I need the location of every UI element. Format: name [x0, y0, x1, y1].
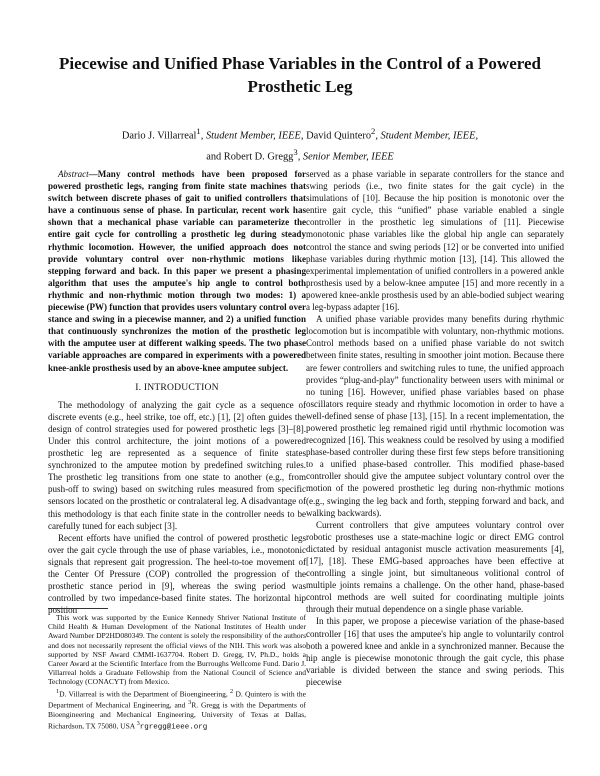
abstract-text: —Many control methods have been proposed for powered prosthetic legs, ranging from finite state machines that switch between discrete phases of gait to unified controllers that have a continuous sense of phase. In particular, recent work has shown that a mechanical phase variable can parameterize the entire gait cycle for controlling a prosthetic leg during steady rhythmic locomotion. However, the unified approach does not provide voluntary control over non-rhythmic motions like stepping forward and back. In this paper we present a phasing algorithm that uses the amputee's hip angle to control both rhythmic and non-rhythmic motion through two modes: 1) a piecewise (PW) function that provides users voluntary control over stance and swing in a piecewise manner, and 2) a unified function that continuously synchronizes the motion of the prosthetic leg with the amputee user at different walking speeds. The two phase variable approaches are compared in experiments with a powered knee-ankle prosthesis used by an above-knee amputee subject. — [48, 169, 306, 373]
footnote-mark: 2 — [230, 687, 234, 695]
affiliation-text: R. Gregg is with the Departments of Bioengineering and Mechanical Engineering, University of Texas at Dallas, Richardson, TX 75080, USA — [48, 700, 306, 731]
author-membership: , Student Member, IEEE, — [200, 130, 304, 142]
author-name: David Quintero — [303, 130, 372, 142]
author-line-1 — [40, 123, 560, 144]
left-column — [48, 168, 306, 616]
email-address[interactable]: rgregg@ieee.org — [139, 723, 208, 732]
funding-footnote: This work was supported by the Eunice Kennedy Shriver National Institute of Child Health & Human Development of the National Institutes of Health under Award Number DP2HD080349. The content is solely the responsibility of the authors and does not necessarily represent the official views of the NIH. This work was also supported by NSF Award CMMI-1637704. Robert D. Gregg, IV, Ph.D., holds a Career Award at the Scientific Interface from the Burroughs Wellcome Fund. Dario J. Villarreal holds a Graduate Fellowship from the National Council of Science and Technology (CONACYT) from Mexico. — [48, 613, 306, 687]
body-paragraph: A unified phase variable provides many benefits during rhythmic locomotion but is incompatible with voluntary, non-rhythmic motions. Control methods based on a unified phase variable do not switch between finite states, resulting in smoother joint motion. Because there are fewer controllers and switching rules to tune, the unified approach provides “plug-and-play” functionality between users with minimal or no tuning [16]. However, unified phase variables based on phase oscillators require steady and rhythmic locomotion in order to have a well-defined sense of phase [13], [15]. In a recent implementation, the powered prosthetic leg remained rigid until rhythmic locomotion was recognized [16]. This weakness could be resolved by using a modified phase-based controller during these first few steps before transitioning to a unified phase-based controller. This modified phase-based controller should give the amputee subject voluntary control over the motion of the powered prosthetic leg during non-rhythmic motions (e.g., swinging the leg back and forth, stepping forward and back, and walking backwards). — [306, 314, 564, 518]
section-heading-introduction: I. INTRODUCTION — [135, 381, 219, 393]
affiliation-text: D. Villarreal is with the Department of Bioengineering, — [59, 689, 231, 699]
footnote-mark: 3 — [188, 699, 192, 707]
paper-title: Piecewise and Unified Phase Variables in the Control of a Powered Prosthetic Leg — [59, 54, 541, 96]
footnote-mark: 3 — [136, 720, 140, 728]
author-membership: , Senior Member, IEEE — [297, 151, 394, 163]
body-paragraph: Current controllers that give amputees voluntary control over robotic prostheses use a state-machine logic or direct EMG control dictated by residual antagonist muscle activation measurements [4], [17], [18]. These EMG-based approaches have been effective at controlling a single joint, but simultaneous volitional control of multiple joints remains a challenge. On the other hand, phase-based control methods are well suited for coordinating multiple joints through their mutual dependence on a single phase variable. — [306, 519, 564, 615]
body-paragraph: served as a phase variable in separate controllers for the stance and swing periods (i.e., two finite states for the gait cycle) in the simulations of [10]. Because the hip position is monotonic over the entire gait cycle, this “unified” phase variable enabled a single controller in the prosthetic leg simulations of [11]. Piecewise monotonic phase variables like the global hip angle can separately control the stance and swing periods [12] or be converted into unified phase variables during rhythmic motion [13], [14]. This allowed the experimental implementation of unified controllers in a powered ankle prosthesis used by a below-knee amputee [15] and more recently in a powered knee-ankle prosthesis used by an able-bodied subject wearing a leg-bypass adapter [16]. — [306, 169, 564, 313]
abstract — [48, 168, 306, 374]
author-line-2 — [40, 144, 560, 165]
body-paragraph: The methodology of analyzing the gait cycle as a sequence of discrete events (e.g., heel strike, toe off, etc.) [1], [2] often guides the design of control strategies used for powered prosthetic legs [3]–[8]. Under this control architecture, the joint motions of a powered prosthetic leg are represented as a sequence of finite states synchronized to the amputee motion by predefined switching rules. The prosthetic leg transitions from one state to another (e.g., from push-off to swing) based on switching rules measured from specific sensors located on the prosthetic or contralateral leg. A disadvantage of this methodology is that each finite state in the controller needs to be carefully tuned for each subject [3]. — [48, 399, 306, 531]
footnotes — [48, 600, 306, 733]
author-name: and Robert D. Gregg — [206, 151, 294, 163]
author-membership: , Student Member, IEEE, — [375, 130, 479, 142]
affiliation-footnote — [48, 687, 306, 733]
body-paragraph: In this paper, we propose a piecewise variation of the phase-based controller [16] that uses the amputee's hip angle to voluntarily control both a powered knee and ankle in a synchronized manner. Because the hip angle is piecewise monotonic through the gait cycle, this phase variable is divided between the stance and swing periods. This piecewise — [306, 616, 564, 687]
footnote-mark: 1 — [56, 687, 60, 695]
author-name: Dario J. Villarreal — [121, 130, 197, 142]
abstract-label: Abstract — [58, 169, 89, 179]
author-affiliation-mark: 2 — [371, 126, 376, 136]
author-affiliation-mark: 3 — [293, 147, 298, 158]
author-affiliation-mark: 1 — [196, 126, 201, 136]
body-paragraph: Recent efforts have unified the control of powered prosthetic legs over the gait cycle through the use of phase variables, i.e., monotonic signals that represent gait progression. The heel-to-toe movement of the Center Of Pressure (COP) controlled the progression of the prosthetic stance period in [9], whereas the swing period was controlled by two impedance-based finite states. The horizontal hip position — [48, 532, 306, 616]
author-list — [40, 123, 560, 166]
right-column — [306, 168, 564, 688]
footnote-divider — [48, 608, 108, 609]
affiliation-text: D. Quintero is with the Department of Mechanical Engineering, and — [48, 689, 307, 710]
